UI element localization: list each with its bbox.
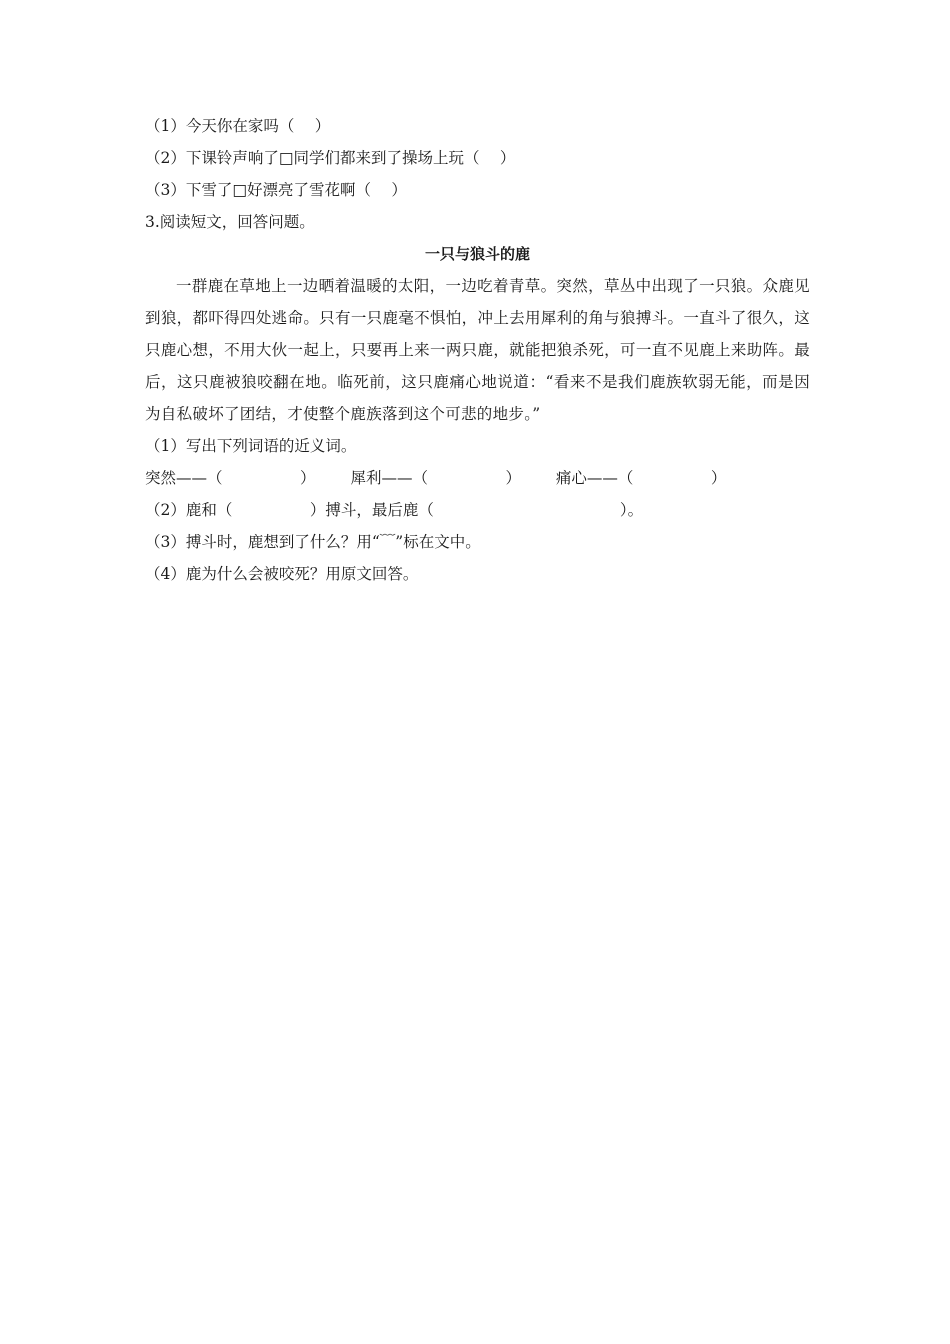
question-2: （2）鹿和（ ）搏斗，最后鹿（ ）。 bbox=[145, 501, 644, 519]
question-4: （4）鹿为什么会被咬死？用原文回答。 bbox=[145, 565, 419, 583]
question-3: （3）搏斗时，鹿想到了什么？用“﹋”标在文中。 bbox=[145, 533, 481, 551]
passage-text: 一群鹿在草地上一边晒着温暖的太阳，一边吃着青草。突然，草丛中出现了一只狼。众鹿见到狼，都吓得四处逃命。只有一只鹿毫不惧怕，冲上去用犀利的角与狼搏斗。一直斗了很久，这只鹿心想，不用大伙一起上，只要再上来一两只鹿，就能把狼杀死，可一直不见鹿上来助阵。最后，这只鹿被狼咬翻在地。临死前，这只鹿痛心地说道：“看来不是我们鹿族软弱无能，而是因为自私破坏了团结，才使整个鹿族落到这个可悲的地步。” bbox=[145, 277, 810, 423]
question-punct-1: （1）今天你在家吗（ ） bbox=[145, 117, 331, 135]
synonym-item-1: 突然——（ ） bbox=[145, 469, 316, 487]
synonym-item-2: 犀利——（ ） bbox=[350, 469, 521, 487]
question-punct-2: （2）下课铃声响了□同学们都来到了操场上玩（ ） bbox=[145, 149, 516, 167]
section-3-heading: 3.阅读短文，回答问题。 bbox=[145, 213, 315, 231]
worksheet-page bbox=[145, 110, 810, 590]
synonym-item-3: 痛心——（ ） bbox=[555, 469, 727, 487]
question-1: （1）写出下列词语的近义词。 bbox=[145, 437, 357, 455]
question-punct-3: （3）下雪了□好漂亮了雪花啊（ ） bbox=[145, 181, 407, 199]
synonym-row bbox=[145, 462, 810, 494]
passage-title: 一只与狼斗的鹿 bbox=[424, 245, 530, 263]
